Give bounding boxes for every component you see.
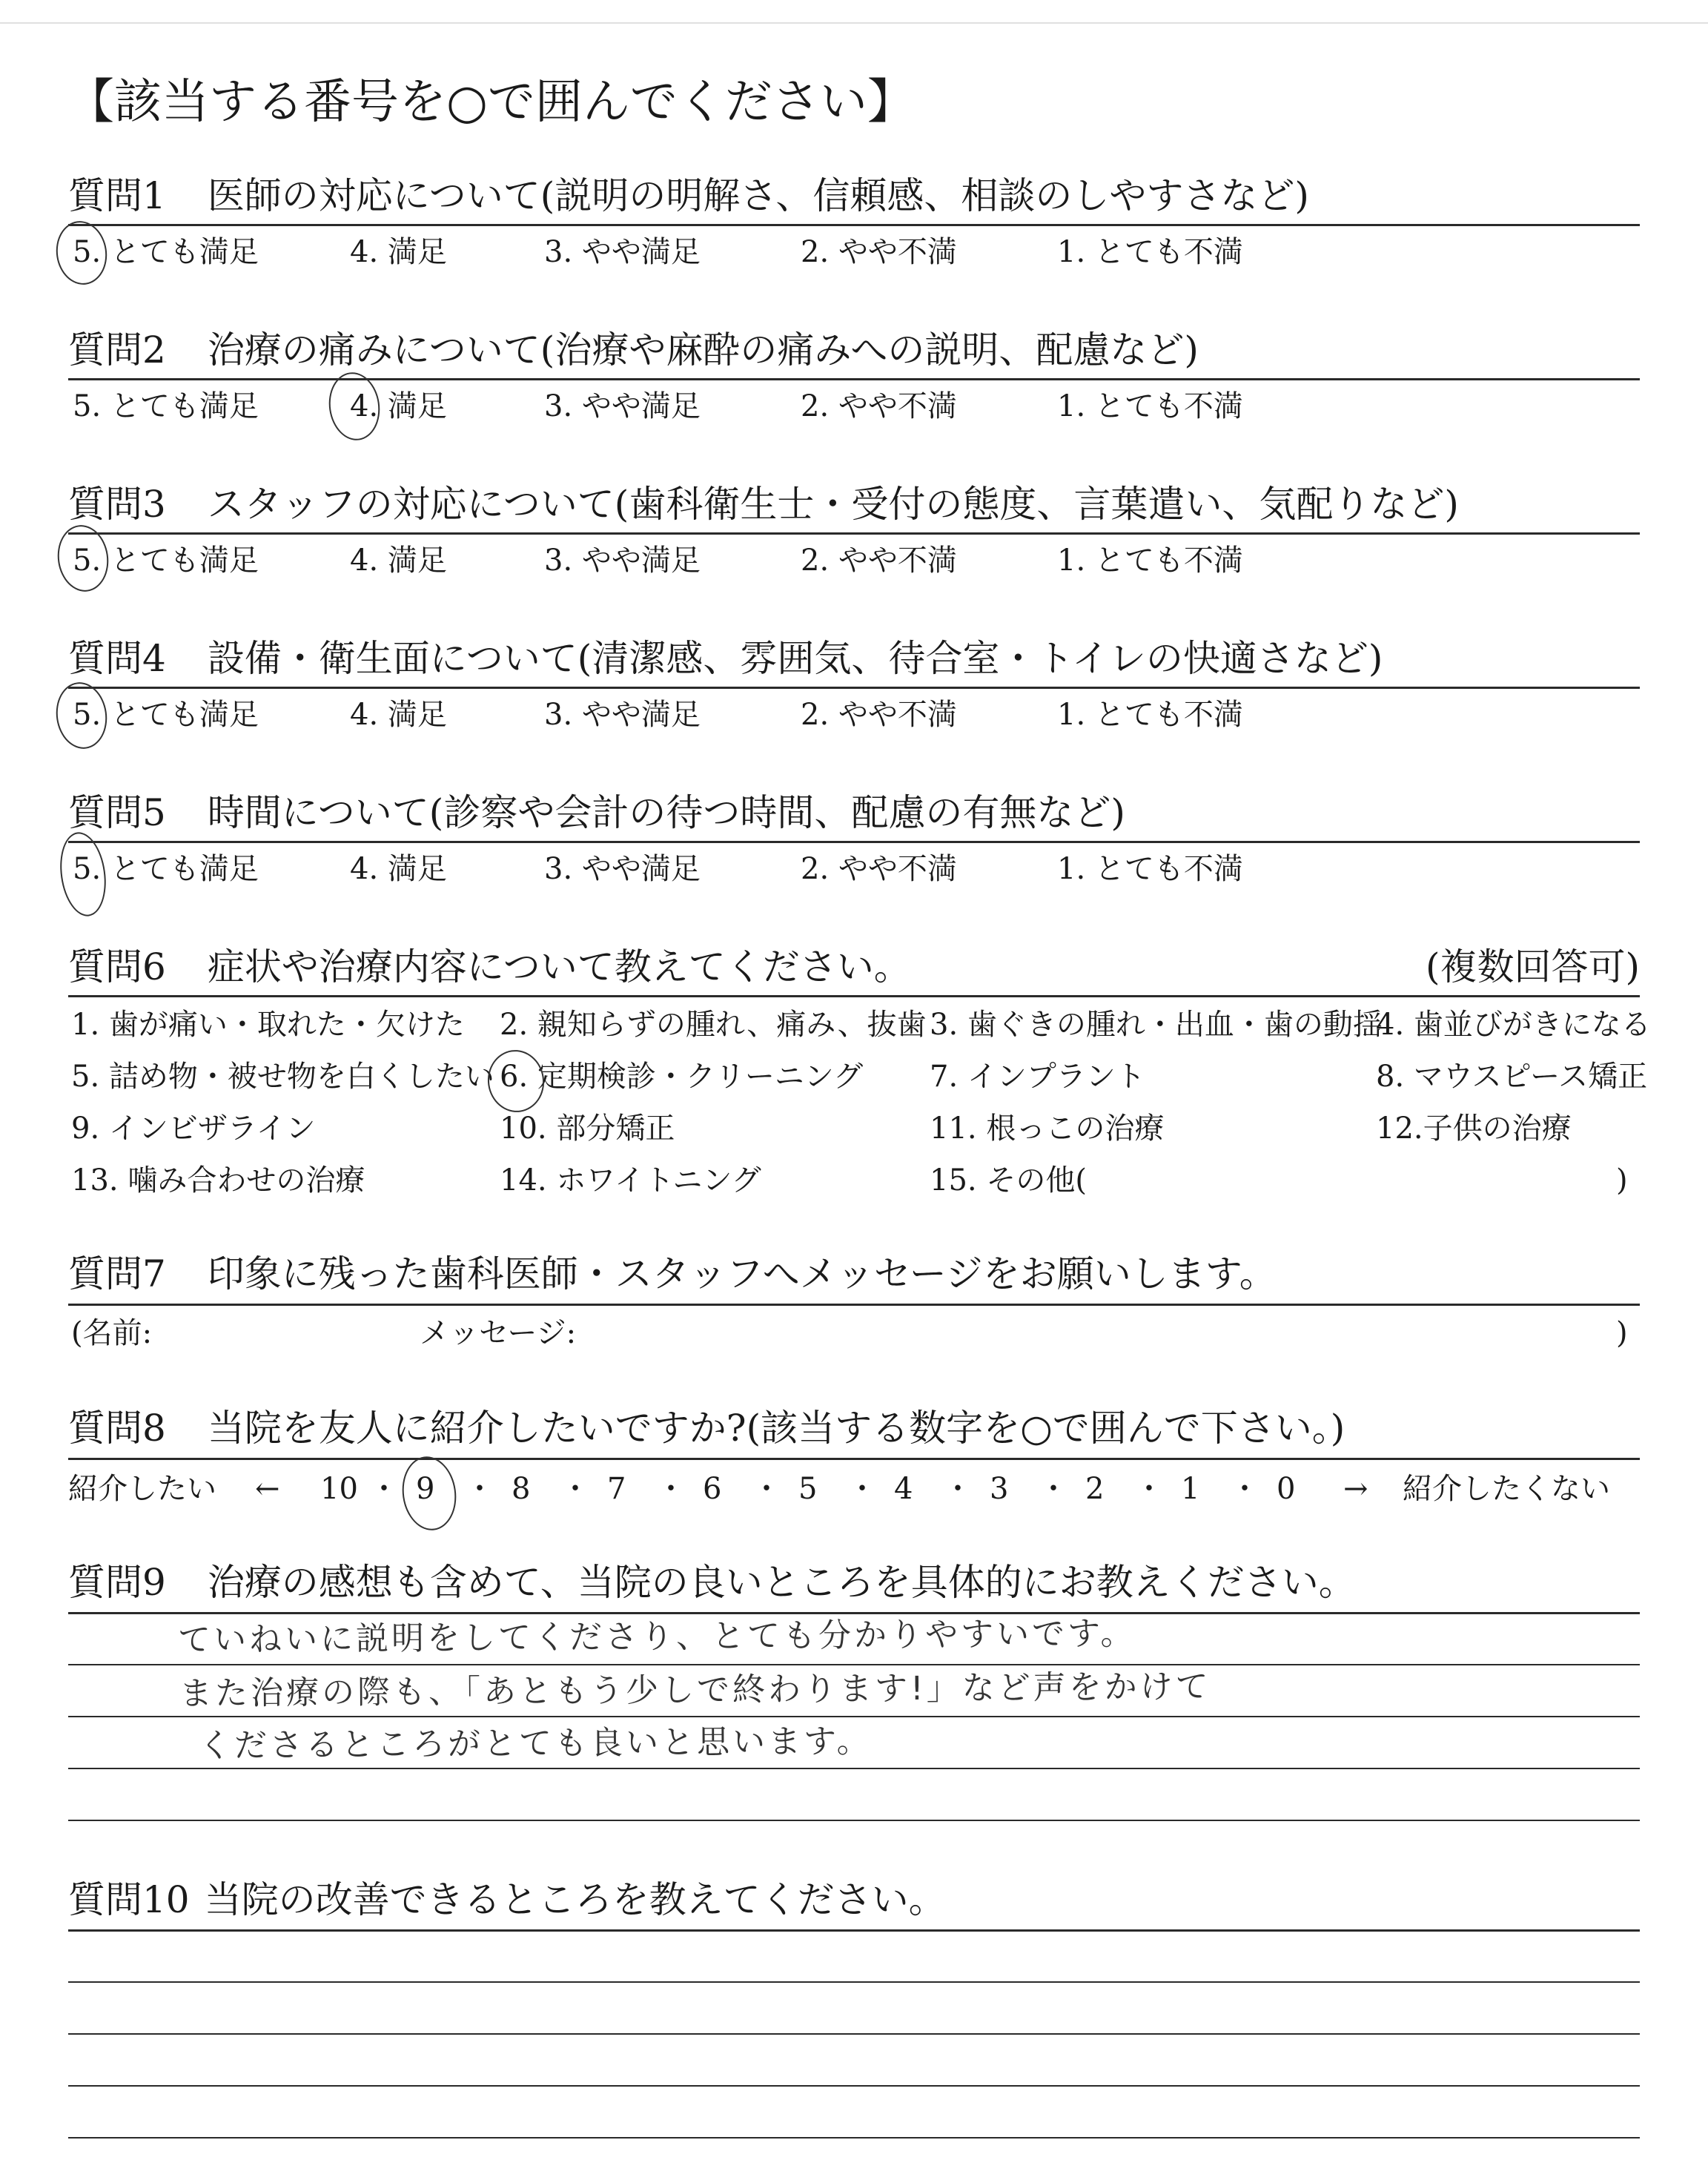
q6-option-12[interactable]: 12.子供の治療: [1376, 1112, 1572, 1146]
scale-value-5[interactable]: 5: [798, 1472, 818, 1506]
scale-left-label: 紹介したい: [68, 1472, 216, 1506]
scale-separator: ・: [943, 1472, 973, 1506]
scale-value-8[interactable]: 8: [512, 1472, 531, 1506]
question-6-heading: [68, 943, 911, 991]
answer-line-3: [68, 1768, 1640, 1769]
question-7-heading: [68, 1250, 1277, 1298]
scale-value-10[interactable]: 10: [320, 1472, 358, 1506]
scale-value-4[interactable]: 4: [894, 1472, 913, 1506]
question-10-rule: [68, 1929, 1640, 1932]
q1-option-2[interactable]: 2. やや不満: [801, 235, 957, 269]
question-10-text: 当院の改善できるところを教えてください。: [204, 1878, 946, 1921]
question-4-text: 設備・衛生面について(清潔感、雰囲気、待合室・トイレの快適さなど): [207, 637, 1383, 680]
scale-value-6[interactable]: 6: [703, 1472, 722, 1506]
question-6-text: 症状や治療内容について教えてください。: [207, 945, 911, 988]
question-7-rule: [68, 1304, 1640, 1306]
q6-option-15-close-paren: ): [1616, 1163, 1628, 1198]
q6-option-13[interactable]: 13. 噛み合わせの治療: [71, 1163, 365, 1198]
scale-separator: ・: [656, 1472, 686, 1506]
question-8: [68, 1404, 1640, 1523]
q2-option-2[interactable]: 2. やや不満: [801, 389, 957, 423]
q6-option-3[interactable]: 3. 歯ぐきの腫れ・出血・歯の動揺: [930, 1008, 1383, 1042]
question-6-label: 質問6: [68, 945, 166, 988]
question-7-text: 印象に残った歯科医師・スタッフへメッセージをお願いします。: [207, 1252, 1277, 1295]
question-9-heading: [68, 1559, 1356, 1606]
q4-option-3[interactable]: 3. やや満足: [544, 698, 701, 732]
q5-option-4[interactable]: 4. 満足: [350, 852, 447, 886]
q2-option-1[interactable]: 1. とても不満: [1057, 389, 1243, 423]
question-3-heading: [68, 480, 1459, 528]
q5-option-2[interactable]: 2. やや不満: [801, 852, 957, 886]
q6-option-9[interactable]: 9. インビザライン: [71, 1112, 316, 1146]
q3-option-4[interactable]: 4. 満足: [350, 544, 447, 578]
scale-separator: ・: [465, 1472, 494, 1506]
q7-message-label: メッセージ:: [420, 1316, 577, 1350]
q4-option-2[interactable]: 2. やや不満: [801, 698, 957, 732]
q1-option-1[interactable]: 1. とても不満: [1057, 235, 1243, 269]
q3-option-5[interactable]: 5. とても満足: [73, 544, 259, 578]
question-10-heading: [68, 1876, 946, 1923]
scale-left-arrow: ←: [255, 1472, 280, 1506]
question-2: [68, 326, 1640, 437]
scale-separator: ・: [560, 1472, 590, 1506]
question-8-heading: [68, 1404, 1345, 1452]
q4-option-1[interactable]: 1. とても不満: [1057, 698, 1243, 732]
question-4-heading: [68, 635, 1383, 682]
question-5-rule: [68, 841, 1640, 843]
q1-option-4[interactable]: 4. 満足: [350, 235, 447, 269]
q10-line-1: [68, 1981, 1640, 1983]
q6-option-8[interactable]: 8. マウスピース矯正: [1376, 1060, 1648, 1094]
scale-value-7[interactable]: 7: [607, 1472, 626, 1506]
q6-option-10[interactable]: 10. 部分矯正: [500, 1112, 675, 1146]
q6-option-1[interactable]: 1. 歯が痛い・取れた・欠けた: [71, 1008, 465, 1042]
question-4-label: 質問4: [68, 637, 166, 680]
question-2-text: 治療の痛みについて(治療や麻酔の痛みへの説明、配慮など): [207, 328, 1199, 371]
question-5-heading: [68, 789, 1125, 836]
q4-option-4[interactable]: 4. 満足: [350, 698, 447, 732]
scale-right-label: 紹介したくない: [1403, 1472, 1610, 1506]
q7-name-label: (名前:: [71, 1316, 153, 1350]
question-1-heading: [68, 172, 1309, 219]
scale-separator: ・: [369, 1472, 399, 1506]
scale-separator: ・: [1039, 1472, 1068, 1506]
q9-answer-line-2: また治療の際も、「あともう少しで終わります!」など声をかけて: [179, 1668, 1211, 1713]
question-8-rule: [68, 1458, 1640, 1460]
q6-option-6[interactable]: 6. 定期検診・クリーニング: [500, 1060, 864, 1094]
question-9: [68, 1559, 1640, 1840]
q6-option-15[interactable]: 15. その他(: [930, 1163, 1087, 1198]
q1-option-3[interactable]: 3. やや満足: [544, 235, 701, 269]
question-1: [68, 172, 1640, 283]
q9-answer-line-1: ていねいに説明をしてくださり、とても分かりやすいです。: [177, 1614, 1136, 1659]
q3-option-1[interactable]: 1. とても不満: [1057, 544, 1243, 578]
scan-edge-line: [0, 22, 1708, 24]
q1-answer-circle: [52, 218, 110, 288]
answer-line-1: [68, 1664, 1640, 1665]
q2-option-5[interactable]: 5. とても満足: [73, 389, 259, 423]
question-6: [68, 943, 1651, 1210]
question-10: [68, 1876, 1640, 2150]
q3-option-2[interactable]: 2. やや不満: [801, 544, 957, 578]
q1-option-5[interactable]: 5. とても満足: [73, 235, 259, 269]
question-10-label: 質問10: [68, 1878, 190, 1921]
question-9-rule: [68, 1612, 1640, 1614]
question-8-label: 質問8: [68, 1407, 166, 1450]
question-3: [68, 480, 1640, 592]
scale-value-3[interactable]: 3: [990, 1472, 1009, 1506]
scale-separator: ・: [847, 1472, 877, 1506]
q2-option-4[interactable]: 4. 満足: [350, 389, 447, 423]
question-3-text: スタッフの対応について(歯科衛生士・受付の態度、言葉遣い、気配りなど): [207, 483, 1459, 526]
question-2-rule: [68, 378, 1640, 380]
q3-option-3[interactable]: 3. やや満足: [544, 544, 701, 578]
question-9-text: 治療の感想も含めて、当院の良いところを具体的にお教えください。: [207, 1561, 1356, 1604]
question-3-label: 質問3: [68, 483, 166, 526]
q6-option-2[interactable]: 2. 親知らずの腫れ、痛み、抜歯: [500, 1008, 927, 1042]
referral-scale: [68, 1470, 1640, 1514]
q6-option-5[interactable]: 5. 詰め物・被せ物を白くしたい: [71, 1060, 494, 1094]
page-title: 【該当する番号を○で囲んでください】: [67, 75, 915, 130]
question-5: [68, 789, 1640, 915]
scale-separator: ・: [1230, 1472, 1260, 1506]
q10-line-4: [68, 2137, 1640, 2138]
question-6-rule: [68, 995, 1640, 997]
question-7-label: 質問7: [68, 1252, 166, 1295]
question-5-text: 時間について(診察や会計の待つ時間、配慮の有無など): [207, 791, 1125, 834]
question-2-label: 質問2: [68, 328, 166, 371]
q6-option-7[interactable]: 7. インプラント: [930, 1060, 1145, 1094]
scale-value-1[interactable]: 1: [1181, 1472, 1200, 1506]
scale-right-arrow: →: [1343, 1472, 1368, 1506]
question-8-text: 当院を友人に紹介したいですか?(該当する数字を○で囲んで下さい。): [207, 1407, 1345, 1450]
question-1-text: 医師の対応について(説明の明解さ、信頼感、相談のしやすさなど): [207, 174, 1309, 217]
question-2-heading: [68, 326, 1199, 374]
scale-value-0[interactable]: 0: [1277, 1472, 1296, 1506]
question-4-rule: [68, 687, 1640, 689]
q7-close-paren: ): [1616, 1316, 1628, 1350]
scale-separator: ・: [1134, 1472, 1164, 1506]
q10-line-3: [68, 2085, 1640, 2087]
answer-line-4: [68, 1820, 1640, 1821]
q4-option-5[interactable]: 5. とても満足: [73, 698, 259, 732]
q6-option-11[interactable]: 11. 根っこの治療: [930, 1112, 1165, 1146]
q10-line-2: [68, 2033, 1640, 2035]
q4-answer-circle: [52, 679, 111, 753]
question-1-rule: [68, 224, 1640, 226]
q5-option-5[interactable]: 5. とても満足: [73, 852, 259, 886]
question-3-rule: [68, 532, 1640, 535]
scale-separator: ・: [752, 1472, 781, 1506]
question-4: [68, 635, 1640, 746]
q9-answer-line-3: くださるところがとても良いと思います。: [198, 1722, 873, 1766]
question-6-multi-note: (複数回答可): [1425, 945, 1640, 988]
question-7: [68, 1250, 1640, 1361]
q2-option-3[interactable]: 3. やや満足: [544, 389, 701, 423]
q8-answer-circle: [397, 1453, 460, 1533]
q5-option-1[interactable]: 1. とても不満: [1057, 852, 1243, 886]
question-9-label: 質問9: [68, 1561, 166, 1604]
q6-option-14[interactable]: 14. ホワイトニング: [500, 1163, 761, 1198]
scale-value-9[interactable]: 9: [416, 1472, 435, 1506]
question-5-label: 質問5: [68, 791, 166, 834]
q6-option-4[interactable]: 4. 歯並びがきになる: [1376, 1008, 1651, 1042]
question-1-label: 質問1: [68, 174, 166, 217]
answer-line-2: [68, 1716, 1640, 1717]
q5-option-3[interactable]: 3. やや満足: [544, 852, 701, 886]
scale-value-2[interactable]: 2: [1085, 1472, 1105, 1506]
